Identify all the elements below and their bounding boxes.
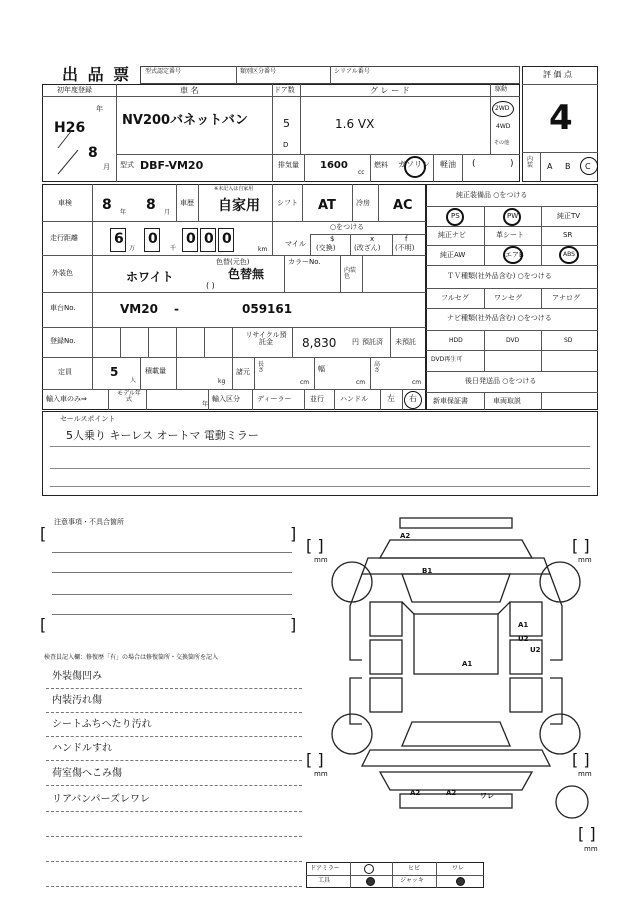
tread-mm-rl: mm [314,770,328,778]
eq-abs-circle [559,246,579,264]
shift-value: AT [318,198,336,213]
mark-wa: ワレ [480,792,494,800]
tread-mm-spare: mm [584,845,598,853]
interior-a: A [547,162,553,171]
legend-scratch: ヒビ [408,865,421,872]
shaken-month-unit: 月 [164,209,171,216]
sales-box [42,411,598,496]
mileage-man: 万 [129,245,136,252]
mark-u2-right-b: U2 [530,646,541,654]
dealer-label: ディーラー [257,395,292,403]
note-1: 外装傷凹み [52,671,102,682]
color-no-label: カラーNo. [288,258,321,266]
mileage-sen: 千 [170,245,177,252]
serial-label: シリアル番号 [334,68,370,75]
doors-value: 5 [283,117,290,130]
year-suffix: 年 [96,105,103,113]
length-unit: cm [300,379,310,386]
car-name: NV200バネットバン [122,113,248,128]
model-year-label: モデル年式 [117,390,141,403]
interior-b: B [565,162,571,171]
later-title: 後日発送品 ○をつける [465,377,537,385]
fuel-label: 燃料 [374,161,388,169]
details-box [42,184,426,410]
legend-mirror: ドアミラー [310,865,340,872]
navi-sd: SD [564,337,573,344]
shaken-year-unit: 年 [120,209,127,216]
color-change-paren: ( ) [206,281,215,290]
drive-other: その他 [494,140,510,146]
first-reg-month: 8 [88,145,98,161]
handle-label: ハンドル [340,395,368,403]
note-4: ハンドルすれ [52,743,112,754]
parallel-label: 並行 [310,395,324,403]
mileage-km: km [258,246,268,253]
eq-airbag: エアB [505,251,524,259]
interior-color-label: 内装色 [344,267,357,280]
recycle-paid: 預託済 [362,338,383,346]
mark-a1-center: A1 [462,660,473,668]
recycle-unpaid: 未預託 [395,338,416,346]
history-note: ※未記入は自家用 [214,186,254,192]
mileage-label: 走行距離 [50,234,78,242]
rating-value: 4 [549,98,573,138]
history-value: 自家用 [218,198,260,214]
shaken-year: 8 [102,197,112,213]
capacity-label: 定員 [58,368,72,376]
mileage-digit-5: 0 [222,231,232,247]
circle-note: ○をつける [330,223,365,231]
tv-fullseg: フルセグ [441,294,469,302]
sales-text: 5人乗り キーレス オートマ 電動ミラー [66,429,259,442]
eq-navi: 純正ナビ [438,231,466,239]
sales-label: セールスポイント [60,415,116,423]
category-label: 類別区分番号 [240,68,277,75]
color-value: ホワイト [126,270,174,284]
import-label: 輸入車のみ⇒ [46,395,87,403]
handle-right-circle [404,391,422,409]
grade-value: 1.6 VX [335,117,375,131]
mark-a2-front: A2 [400,532,411,540]
model-cert-label: 型式認定番号 [145,68,182,75]
mile-label: マイル [285,240,306,248]
month-suffix: 月 [103,163,110,171]
mark-u2-right: U2 [518,635,529,643]
caution-label: 注意事項・不具合箇所 [54,518,124,526]
chassis-dash: - [174,302,179,316]
drive-label: 駆動 [495,86,508,93]
tv-type-title: ＴＶ種類(社外品含む) ○をつける [447,272,552,280]
chassis-number: 059161 [242,302,293,316]
eq-ps-circle [446,208,464,226]
chassis-prefix: VM20 [120,302,158,316]
model-year-unit: 年 [202,401,209,408]
displacement-label: 排気量 [278,161,299,169]
drive-4wd: 4WD [496,123,511,130]
capacity-unit: 人 [130,377,137,384]
doors-suffix: D [283,141,289,149]
mark-a2-rear-left: A2 [410,789,421,797]
genuine-title: 純正装備品 ○をつける [456,191,528,199]
tread-mm-fl: mm [314,556,328,564]
interior-label: 内装 [527,156,534,169]
navi-dvd: DVD [506,337,520,344]
fuel-diesel: 軽油 [440,160,456,169]
unknown-label: (不明) [395,244,415,252]
note-3: シートふちへたり汚れ [52,719,152,730]
width-unit: cm [356,379,366,386]
tread-mm-fr: mm [578,556,592,564]
rating-label: 評 価 点 [543,70,573,79]
eq-ps: PS [451,212,460,220]
fuel-gasoline-circle [404,156,426,178]
model-label: 型式 [120,161,134,169]
width-label: 幅 [318,365,325,373]
navi-hdd: HDD [449,337,463,344]
length-label: 長さ [258,361,265,374]
form-title: 出 品 票 [62,65,132,84]
history-label: 車歴 [180,199,194,207]
later-warranty: 新車保証書 [433,397,468,405]
recycle-value: 8,830 [302,336,337,350]
dvd-player: DVD再生可 [431,356,463,363]
fuel-other-close: ) [510,159,514,169]
navi-type-title: ナビ種類(社外品含む) ○をつける [447,314,552,322]
eq-tv: 純正TV [557,212,581,220]
fuel-gasoline: ガソリン [398,160,430,169]
mileage-digit-1: 6 [114,231,124,247]
recycle-label: リサイクル預託金 [245,331,287,346]
exchange-label: (交換) [316,244,336,252]
eq-leather: 革シート [496,231,524,239]
displacement-unit: cc [358,169,365,176]
eq-pw: PW [507,212,519,220]
dims-label: 諸元 [236,368,250,376]
tv-oneseg: ワンセグ [494,294,522,302]
mileage-digit-2: 0 [148,231,158,247]
inspector-label: 検査員記入欄：修復歴「有」の場合は修復箇所・交換箇所を記入 [44,654,219,661]
mark-a2-rear-mid: A2 [446,789,457,797]
legend-crack: ワレ [452,865,465,872]
first-reg-label: 初年度登録 [57,86,92,94]
date-slashes [50,105,110,178]
interior-c-circle [580,157,598,175]
load-unit: kg [218,378,226,385]
eq-sr: SR [563,231,573,239]
shift-label: シフト [277,199,298,207]
handle-right: 右 [409,394,417,403]
height-label: 高さ [374,361,381,374]
modified-symbol: x [370,235,375,243]
color-label: 外装色 [52,269,73,277]
unknown-symbol: f [405,235,408,243]
shaken-month: 8 [146,197,156,213]
color-change-value: 色替無 [228,267,265,281]
mileage-digit-3: 0 [186,231,196,247]
interior-c: C [585,162,591,171]
import-type-label: 輸入区分 [212,395,240,403]
eq-airbag-circle [503,246,523,264]
note-2: 内装汚れ傷 [52,695,102,706]
model-code: DBF-VM20 [140,159,204,172]
eq-aw: 純正AW [440,251,466,259]
height-unit: cm [412,379,422,386]
exchange-symbol: $ [330,235,335,243]
shaken-label: 車検 [58,199,72,207]
later-manual: 車両取説 [493,397,521,405]
doors-label: ドア数 [274,86,295,94]
mileage-digit-4: 0 [204,231,214,247]
tv-analog: アナログ [552,294,580,302]
legend-tool: 工具 [318,877,331,884]
load-label: 積載量 [145,367,166,375]
legend-jack: ジャッキ [400,877,424,884]
cooling-label: 冷房 [356,199,370,207]
reg-no-label: 登録No. [50,337,76,345]
grade-label: グ レ ー ド [370,86,410,95]
eq-pw-circle [503,208,521,226]
displacement-value: 1600 [320,160,348,171]
note-6: リアバンパーズレワレ [52,794,150,805]
fuel-other-open: ( [472,159,476,169]
mark-a1-right: A1 [518,621,529,629]
drive-2wd-circle [492,101,514,117]
modified-label: (改ざん) [354,244,381,252]
car-diagram [310,510,610,830]
tread-mm-rr: mm [578,770,592,778]
capacity-value: 5 [110,365,119,379]
cooling-value: AC [393,198,413,213]
first-reg-year: H26 [54,120,86,136]
eq-abs: ABS [563,251,575,258]
handle-left: 左 [387,394,395,403]
chassis-label: 車台No. [50,304,76,312]
drive-2wd: 2WD [495,105,510,112]
mark-b1: B1 [422,567,433,575]
color-change-label: 色替(元色) [216,258,250,266]
note-5: 荷室傷へこみ傷 [52,768,122,779]
recycle-unit: 円 [352,338,359,346]
car-name-label: 車 名 [180,86,199,95]
